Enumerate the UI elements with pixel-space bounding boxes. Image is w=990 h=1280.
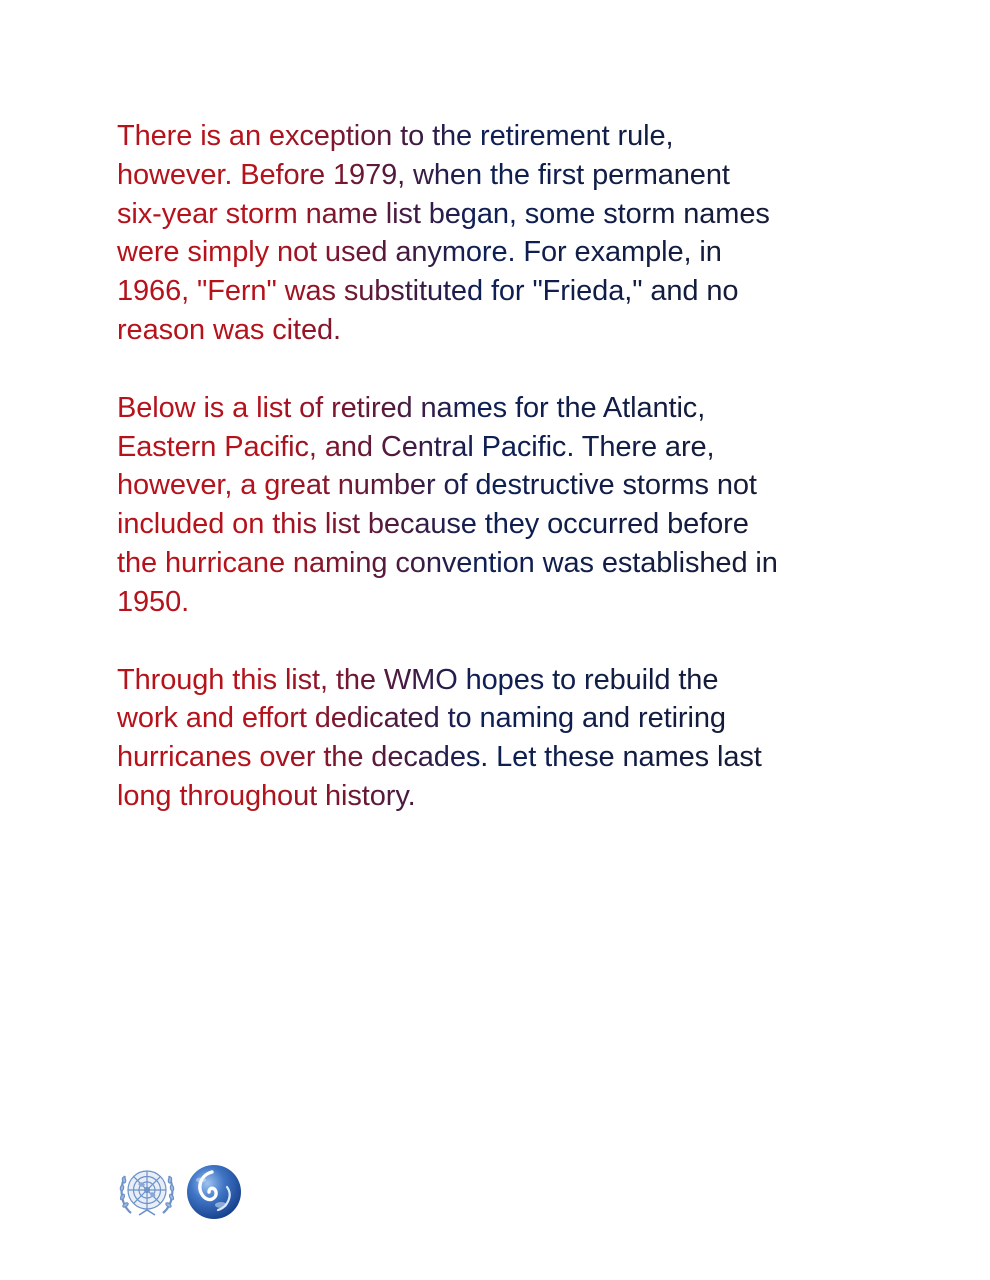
paragraph-wmo-hopes [117,661,877,816]
text-line: hurricanes over the decades. Let these names last [117,738,877,777]
text-line: however, a great number of destructive storms not [117,466,877,505]
text-line: included on this list because they occurred before [117,505,877,544]
text-line: 1966, "Fern" was substituted for "Frieda," and no [117,272,877,311]
un-emblem-icon [117,1163,177,1226]
footer-logos [117,1163,247,1221]
text-line: six-year storm name list began, some storm names [117,195,877,234]
document-body [117,117,877,855]
text-line: long throughout history. [117,777,877,816]
paragraph-exception [117,117,877,350]
wmo-globe-icon [185,1163,243,1226]
text-line: were simply not used anymore. For example, in [117,233,877,272]
text-line: however. Before 1979, when the first permanent [117,156,877,195]
text-line: Through this list, the WMO hopes to rebuild the [117,661,877,700]
text-line: There is an exception to the retirement rule, [117,117,877,156]
paragraph-retired-list [117,389,877,622]
text-line: work and effort dedicated to naming and retiring [117,699,877,738]
text-line: Below is a list of retired names for the Atlantic, [117,389,877,428]
text-line: the hurricane naming convention was established in [117,544,877,583]
text-line: 1950. [117,583,877,622]
text-line: Eastern Pacific, and Central Pacific. There are, [117,428,877,467]
text-line: reason was cited. [117,311,877,350]
